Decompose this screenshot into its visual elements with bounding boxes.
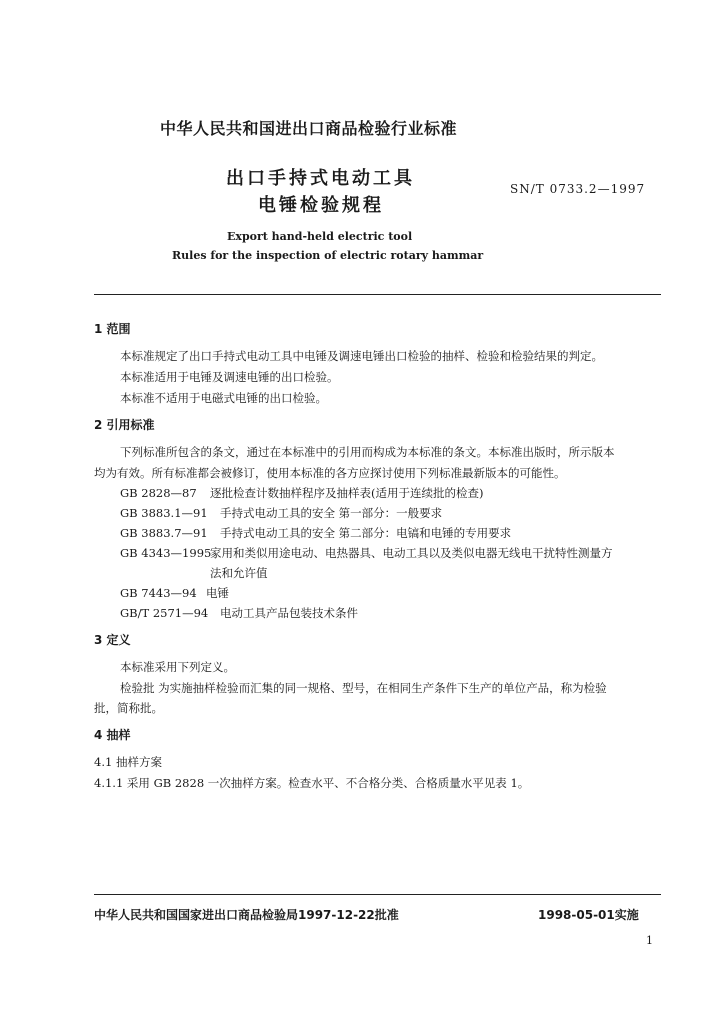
footer-divider [94, 894, 661, 895]
definition-line: 批，简称批。 [94, 701, 163, 715]
subsection-4-1: 4.1 抽样方案 [94, 755, 162, 769]
reference-code: GB/T 2571—94 [120, 606, 209, 620]
reference-item-continuation [210, 565, 268, 581]
reference-item [120, 545, 613, 561]
reference-item [120, 485, 483, 501]
section-1-line: 本标准规定了出口手持式电动工具中电锤及调速电锤出口检验的抽样、检验和检验结果的判定。 [120, 349, 603, 363]
reference-code: GB 3883.7—91 [120, 526, 208, 540]
section-1-line: 本标准不适用于电磁式电锤的出口检验。 [120, 391, 327, 405]
page-number: 1 [646, 934, 653, 947]
section-1-heading: 1 范围 [94, 322, 131, 336]
effective-date: 1998-05-01实施 [538, 908, 639, 922]
reference-title: 法和允许值 [210, 566, 268, 580]
reference-title: 逐批检查计数抽样程序及抽样表(适用于连续批的检查) [210, 486, 484, 500]
subsection-4-1-1: 4.1.1 采用 GB 2828 一次抽样方案。检查水平、不合格分类、合格质量水平见表 1。 [94, 776, 530, 790]
reference-title: 电锤 [206, 586, 229, 600]
header-divider [94, 294, 661, 295]
approval-line: 中华人民共和国国家进出口商品检验局1997-12-22批准 [94, 908, 399, 922]
reference-item [120, 525, 511, 541]
section-4-heading: 4 抽样 [94, 728, 131, 742]
reference-code: GB 7443—94 [120, 586, 197, 600]
reference-code: GB 3883.1—91 [120, 506, 208, 520]
definition-line: 检验批 为实施抽样检验而汇集的同一规格、型号，在相同生产条件下生产的单位产品，称为检验 [120, 681, 607, 695]
standard-number: SN/T 0733.2—1997 [510, 182, 646, 196]
issuing-agency: 中华人民共和国进出口商品检验行业标准 [160, 119, 458, 138]
reference-title: 电动工具产品包装技术条件 [220, 606, 358, 620]
section-2-intro: 均为有效。所有标准都会被修订，使用本标准的各方应探讨使用下列标准最新版本的可能性。 [94, 466, 566, 480]
reference-item [120, 605, 358, 621]
english-title-line-2: Rules for the inspection of electric rotary hammar [172, 249, 484, 262]
title-line-2: 电锤检验规程 [258, 195, 384, 216]
reference-title: 手持式电动工具的安全 第一部分：一般要求 [220, 506, 443, 520]
section-3-line: 本标准采用下列定义。 [120, 660, 235, 674]
reference-title: 家用和类似用途电动、电热器具、电动工具以及类似电器无线电干扰特性测量方 [210, 546, 613, 560]
title-line-1: 出口手持式电动工具 [226, 168, 415, 189]
reference-title: 手持式电动工具的安全 第二部分：电镐和电锤的专用要求 [220, 526, 512, 540]
reference-code: GB 4343—1995 [120, 546, 212, 560]
reference-item [120, 585, 229, 601]
reference-code: GB 2828—87 [120, 486, 197, 500]
section-3-heading: 3 定义 [94, 633, 131, 647]
english-title-line-1: Export hand-held electric tool [227, 230, 413, 243]
section-2-intro: 下列标准所包含的条文，通过在本标准中的引用而构成为本标准的条文。本标准出版时，所示版本 [120, 445, 615, 459]
section-1-line: 本标准适用于电锤及调速电锤的出口检验。 [120, 370, 339, 384]
section-2-heading: 2 引用标准 [94, 418, 155, 432]
reference-item [120, 505, 442, 521]
